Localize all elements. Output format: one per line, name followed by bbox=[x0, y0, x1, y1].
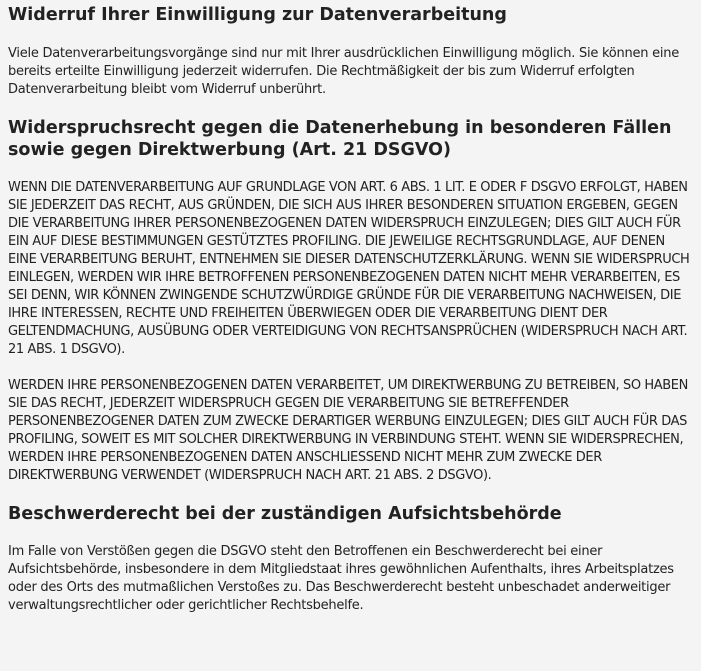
heading-widerruf-einwilligung: Widerruf Ihrer Einwilligung zur Datenverarbeitung bbox=[8, 5, 507, 25]
paragraph-widerspruch-art21-abs1: WENN DIE DATENVERARBEITUNG AUF GRUNDLAGE VON ART. 6 ABS. 1 LIT. E ODER F DSGVO ERFOLGT, HABEN SIE JEDERZEIT DAS RECHT, AUS GRÜNDEN, DIE SICH AUS IHRER BESONDEREN SITUATION ERGEBEN, GEGEN DIE VERARBEITUNG IHRER PERSONENBEZOGENEN DATEN WIDERSPRUCH EINZULEGEN; DIES GILT AUCH FÜR EIN AUF DIESE BESTIMMUNGEN GESTÜTZTES PROFILING. DIE JEWEILIGE RECHTSGRUNDLAGE, AUF DENEN EINE VERARBEITUNG BERUHT, ENTNEHMEN SIE DIESER DATENSCHUTZERKLÄRUNG. WENN SIE WIDERSPRUCH EINLEGEN, WERDEN WIR IHRE BETROFFENEN PERSONENBEZOGENEN DATEN NICHT MEHR VERARBEITEN, ES SEI DENN, WIR KÖNNEN ZWINGENDE SCHUTZWÜRDIGE GRÜNDE FÜR DIE VERARBEITUNG NACHWEISEN, DIE IHRE INTERESSEN, RECHTE UND FREIHEITEN ÜBERWIEGEN ODER DIE VERARBEITUNG DIENT DER GELTENDMACHUNG, AUSÜBUNG ODER VERTEIDIGUNG VON RECHTSANSPRÜCHEN (WIDERSPRUCH NACH ART. 21 ABS. 1 DSGVO). bbox=[8, 180, 690, 357]
heading-widerspruchsrecht: Widerspruchsrecht gegen die Datenerhebung in besonderen Fällen sowie gegen Direktwerbung (Art. 21 DSGVO) bbox=[8, 118, 672, 160]
paragraph-widerruf-einwilligung: Viele Datenverarbeitungsvorgänge sind nur mit Ihrer ausdrücklichen Einwilligung möglich. Sie können eine bereits erteilte Einwilligung jederzeit widerrufen. Die Rechtmäßigkeit der bis zum Widerruf erfolgten Datenverarbeitung bleibt vom Widerruf unberührt. bbox=[8, 46, 679, 97]
paragraph-widerspruch-art21-abs2: WERDEN IHRE PERSONENBEZOGENEN DATEN VERARBEITET, UM DIREKTWERBUNG ZU BETREIBEN, SO HABEN SIE DAS RECHT, JEDERZEIT WIDERSPRUCH GEGEN DIE VERARBEITUNG SIE BETREFFENDER PERSONENBEZOGENER DATEN ZUM ZWECKE DERARTIGER WERBUNG EINZULEGEN; DIES GILT AUCH FÜR DAS PROFILING, SOWEIT ES MIT SOLCHER DIREKTWERBUNG IN VERBINDUNG STEHT. WENN SIE WIDERSPRECHEN, WERDEN IHRE PERSONENBEZOGENEN DATEN ANSCHLIESSEND NICHT MEHR ZUM ZWECKE DER DIREKTWERBUNG VERWENDET (WIDERSPRUCH NACH ART. 21 ABS. 2 DSGVO). bbox=[8, 378, 688, 483]
heading-beschwerderecht: Beschwerderecht bei der zuständigen Aufsichtsbehörde bbox=[8, 504, 562, 524]
paragraph-beschwerderecht: Im Falle von Verstößen gegen die DSGVO steht den Betroffenen ein Beschwerderecht bei einer Aufsichtsbehörde, insbesondere in dem Mitgliedstaat ihres gewöhnlichen Aufenthalts, ihres Arbeitsplatzes oder des Orts des mutmaßlichen Verstoßes zu. Das Beschwerderecht besteht unbeschadet anderweitiger verwaltungsrechtlicher oder gerichtlicher Rechtsbehelfe. bbox=[8, 544, 674, 613]
